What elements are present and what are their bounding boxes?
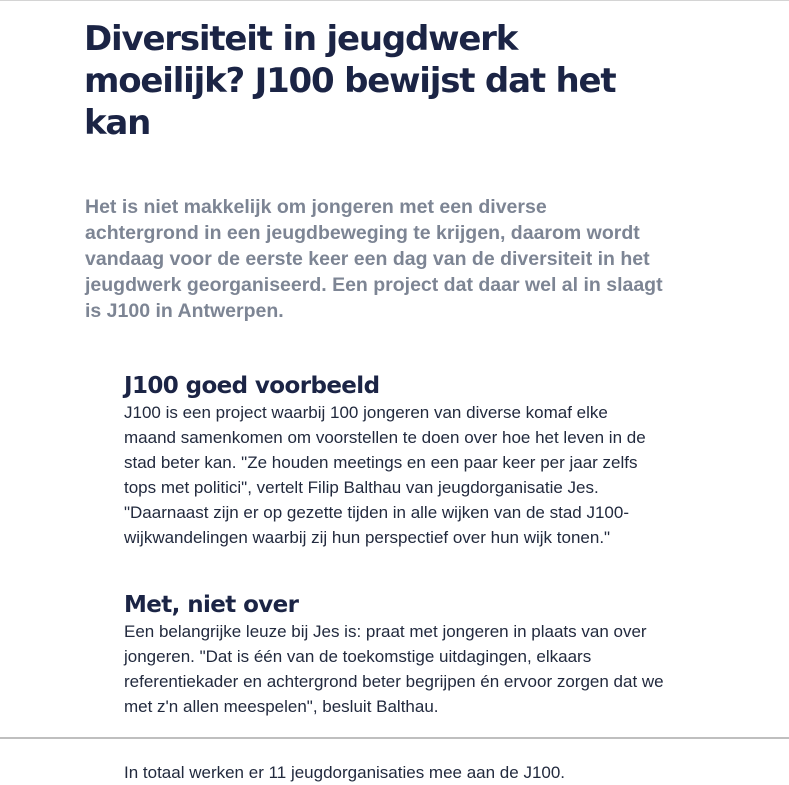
article: [84, 18, 684, 785]
section-body: J100 is een project waarbij 100 jongeren van diverse komaf elke maand samenkomen om voorstellen te doen over hoe het leven in de stad beter kan. "Ze houden meetings en een paar keer per jaar zelfs tops met politici", vertelt Filip Balthau van jeugdorganisatie Jes. "Daarnaast zijn er op gezette tijden in alle wijken van de stad J100-wijkwandelingen waarbij zij hun perspectief over hun wijk tonen.": [124, 403, 646, 547]
article-headline: Diversiteit in jeugdwerk moeilijk? J100 bewijst dat het kan: [84, 19, 616, 143]
section-met-niet-over: [124, 591, 664, 719]
section-title: Met, niet over: [124, 592, 299, 618]
section-j100-goed-voorbeeld: [124, 372, 664, 550]
section-body: Een belangrijke leuze bij Jes is: praat met jongeren in plaats van over jongeren. "Dat is één van de toekomstige uitdagingen, elkaars referentiekader en achtergrond beter begrijpen én ervoor zorgen dat we met z'n allen meespelen", besluit Balthau.: [124, 622, 664, 716]
top-divider: [0, 0, 789, 1]
section-title: J100 goed voorbeeld: [124, 373, 380, 399]
article-intro: Het is niet makkelijk om jongeren met een diverse achtergrond in een jeugdbeweging te krijgen, daarom wordt vandaag voor de eerste keer een dag van de diversiteit in het jeugdwerk georganiseerd. Een project dat daar wel al in slaagt is J100 in Antwerpen.: [85, 196, 663, 322]
article-closing-paragraph: In totaal werken er 11 jeugdorganisaties mee aan de J100.: [124, 763, 566, 782]
